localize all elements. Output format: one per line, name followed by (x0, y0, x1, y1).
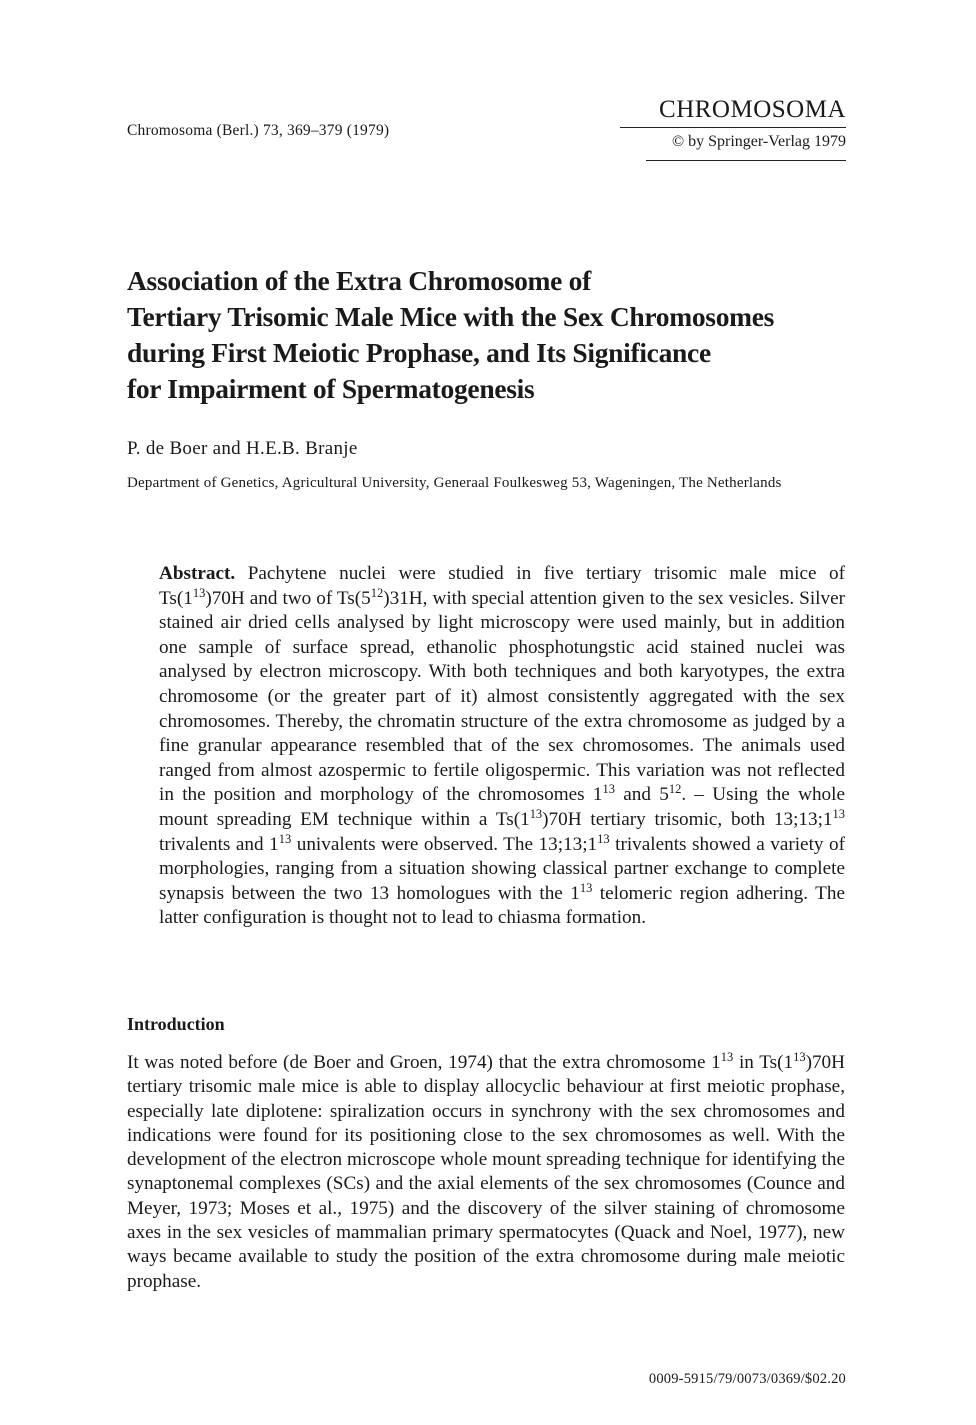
abstract-text: )70H tertiary trisomic, both 13;13;1 (542, 808, 833, 830)
authors: P. de Boer and H.E.B. Branje (127, 438, 358, 459)
superscript: 13 (832, 807, 845, 822)
publisher-copyright: © by Springer-Verlag 1979 (671, 133, 846, 150)
journal-reference: Chromosoma (Berl.) 73, 369–379 (1979) (127, 122, 390, 139)
abstract-text: telomeric region adhering. The latter configuration is thought not to lead to chiasma formation. (159, 882, 845, 929)
superscript: 13 (192, 585, 206, 600)
abstract-text: )70H and two of Ts(5 (205, 587, 371, 609)
abstract-text: univalents were observed. The 13;13;1 (291, 833, 598, 855)
brand-divider-bottom (646, 160, 846, 161)
abstract (159, 562, 845, 931)
superscript: 13 (793, 1050, 806, 1065)
abstract-text: )31H, with special attention given to the sex vesicles. Silver stained air dried cells analysed by light microscopy were used mainly, but in addition one sample of surface spread, ethanolic phosphotungstic acid stained nuclei was analysed by electron microscopy. With both techniques and both karyotypes, the extra chromosome (or the greater part of it) almost consistently aggregated with the sex chromosomes. Thereby, the chromatin structure of the extra chromosome as judged by a fine granular appearance resembled that of the sex chromosomes. The animals used ranged from almost azospermic to fertile oligospermic. This variation was not reflected in the position and morphology of the chromosomes 1 (159, 587, 845, 806)
superscript: 12 (668, 782, 682, 797)
superscript: 13 (597, 831, 610, 846)
title-line: Tertiary Trisomic Male Mice with the Sex Chromosomes (127, 301, 775, 332)
intro-text: )70H tertiary trisomic male mice is able to display allocyclic behaviour at first meiotic prophase, especially late diplotene: spiralization occurs in synchrony with the sex chromosomes and indications were found for its positioning close to the sex chromosomes as well. With the development of the electron microscope whole mount spreading technique for identifying the synaptonemal complexes (SCs) and the axial elements of the sex chromosomes (Counce and Meyer, 1973; Moses et al., 1975) and the discovery of the silver staining of chromosome axes in the sex vesicles of mammalian primary spermatocytes (Quack and Noel, 1977), new ways became available to study the position of the extra chromosome during male meiotic prophase. (127, 1052, 845, 1292)
title-line: during First Meiotic Prophase, and Its Significance (127, 337, 711, 368)
superscript: 13 (579, 880, 593, 895)
superscript: 12 (370, 585, 384, 600)
introduction-paragraph (127, 1051, 845, 1294)
superscript: 13 (278, 831, 292, 846)
abstract-text: trivalents and 1 (159, 833, 279, 855)
abstract-text: and 5 (614, 784, 669, 806)
abstract-label: Abstract. (159, 563, 236, 584)
paper-title (127, 263, 847, 407)
abstract-text: Pachytene nuclei were studied in five tertiary trisomic male mice of Ts(1 (159, 563, 845, 609)
title-line: Association of the Extra Chromosome of (127, 265, 591, 296)
abstract-text: trivalents showed a variety of morphologies, ranging from a situation showing classical partner exchange to complete synapsis between the two 13 homologues with the 1 (159, 833, 845, 904)
brand-divider (620, 127, 846, 128)
journal-brand-name: CHROMOSOMA (659, 96, 846, 123)
title-line: for Impairment of Spermatogenesis (127, 373, 535, 404)
intro-text: in Ts(1 (733, 1052, 794, 1073)
journal-brand-block (620, 96, 846, 161)
footer-article-code: 0009-5915/79/0073/0369/$02.20 (648, 1371, 846, 1387)
section-heading-introduction: Introduction (127, 1014, 225, 1034)
superscript: 13 (720, 1050, 734, 1065)
intro-text: It was noted before (de Boer and Groen, 1974) that the extra chromosome 1 (127, 1052, 721, 1073)
affiliation: Department of Genetics, Agricultural University, Generaal Foulkesweg 53, Wageningen, The Netherlands (127, 475, 782, 491)
superscript: 13 (529, 807, 543, 822)
abstract-text: . – Using the whole mount spreading EM technique within a Ts(1 (159, 784, 845, 830)
superscript: 13 (602, 782, 615, 797)
